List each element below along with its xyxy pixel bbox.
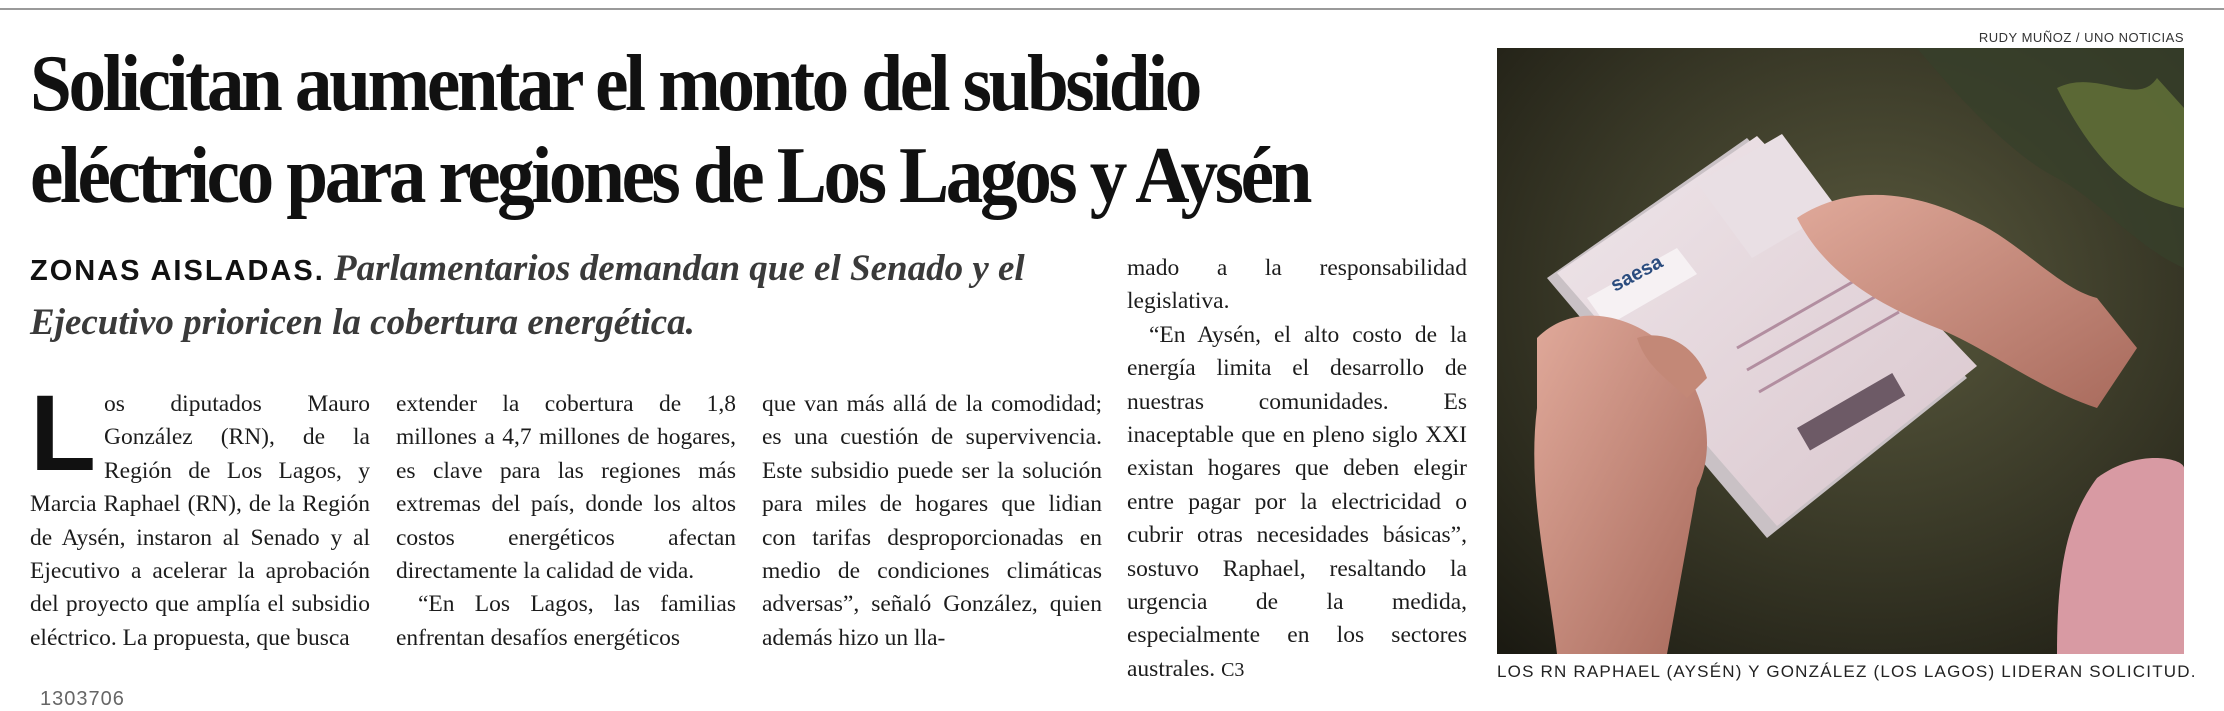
kicker: ZONAS AISLADAS.: [30, 255, 325, 287]
headline-line-1: Solicitan aumentar el monto del subsidio: [30, 40, 1199, 128]
body-column-2: [396, 388, 736, 655]
end-mark: C3: [1221, 658, 1245, 681]
body-paragraph: que van más allá de la comodidad; es una cuestión de supervivencia. Este subsidio puede ser la solución para miles de hogares que lidian con tarifas desproporcionadas en medio de condiciones climáticas adversas”, señaló González, quien además hizo un lla-: [762, 391, 1102, 651]
body-column-3: [762, 388, 1102, 655]
headline: [30, 38, 1393, 222]
subheadline: Parlamentarios demandan que el Senado y el Ejecutivo prioricen la cobertura energética.: [30, 248, 1025, 343]
body-paragraph: mado a la responsabilidad legislativa.: [1127, 255, 1467, 315]
body-paragraph: extender la cobertura de 1,8 millones a 4,7 millones de hogares, es clave para las regiones más extremas del país, donde los altos costos energéticos afectan directamente la calidad de vida.: [396, 391, 736, 585]
bill-logo: saesa: [1607, 250, 1667, 297]
body-column-4: [1127, 252, 1467, 687]
dropcap: L: [30, 372, 96, 493]
headline-line-2: eléctrico para regiones de Los Lagos y Aysén: [30, 132, 1310, 220]
body-paragraph: os diputados Mauro González (RN), de la Región de Los Lagos, y Marcia Raphael (RN), de la Región de Aysén, instaron al Senado y al Ejecutivo a acelerar la aprobación del proyecto que amplía el subsidio eléctrico. La propuesta, que busca: [30, 391, 370, 651]
deck: [30, 243, 1080, 349]
photo-credit: RUDY MUÑOZ / UNO NOTICIAS: [1978, 30, 2184, 45]
news-photo: [1497, 48, 2184, 654]
quote-paragraph: “En Los Lagos, las familias enfrentan desafíos energéticos: [396, 591, 736, 651]
clipping-code: 1303706: [40, 688, 125, 710]
body-column-1: [30, 372, 370, 655]
quote-paragraph: [1127, 319, 1467, 687]
top-rule: [0, 8, 2224, 10]
quote-text: “En Aysén, el alto costo de la energía limita el desarrollo de nuestras comunidades. Es inaceptable que en pleno siglo XXI existan hogares que deben elegir entre pagar por la electricidad o cubrir otras necesidades básicas”, sostuvo Raphael, resaltando la urgencia de la medida, especialmente en los sectores australes.: [1127, 321, 1467, 682]
photo-illustration: [1497, 48, 2184, 654]
photo-caption: LOS RN RAPHAEL (AYSÉN) Y GONZÁLEZ (LOS LAGOS) LIDERAN SOLICITUD.: [1497, 662, 2197, 681]
